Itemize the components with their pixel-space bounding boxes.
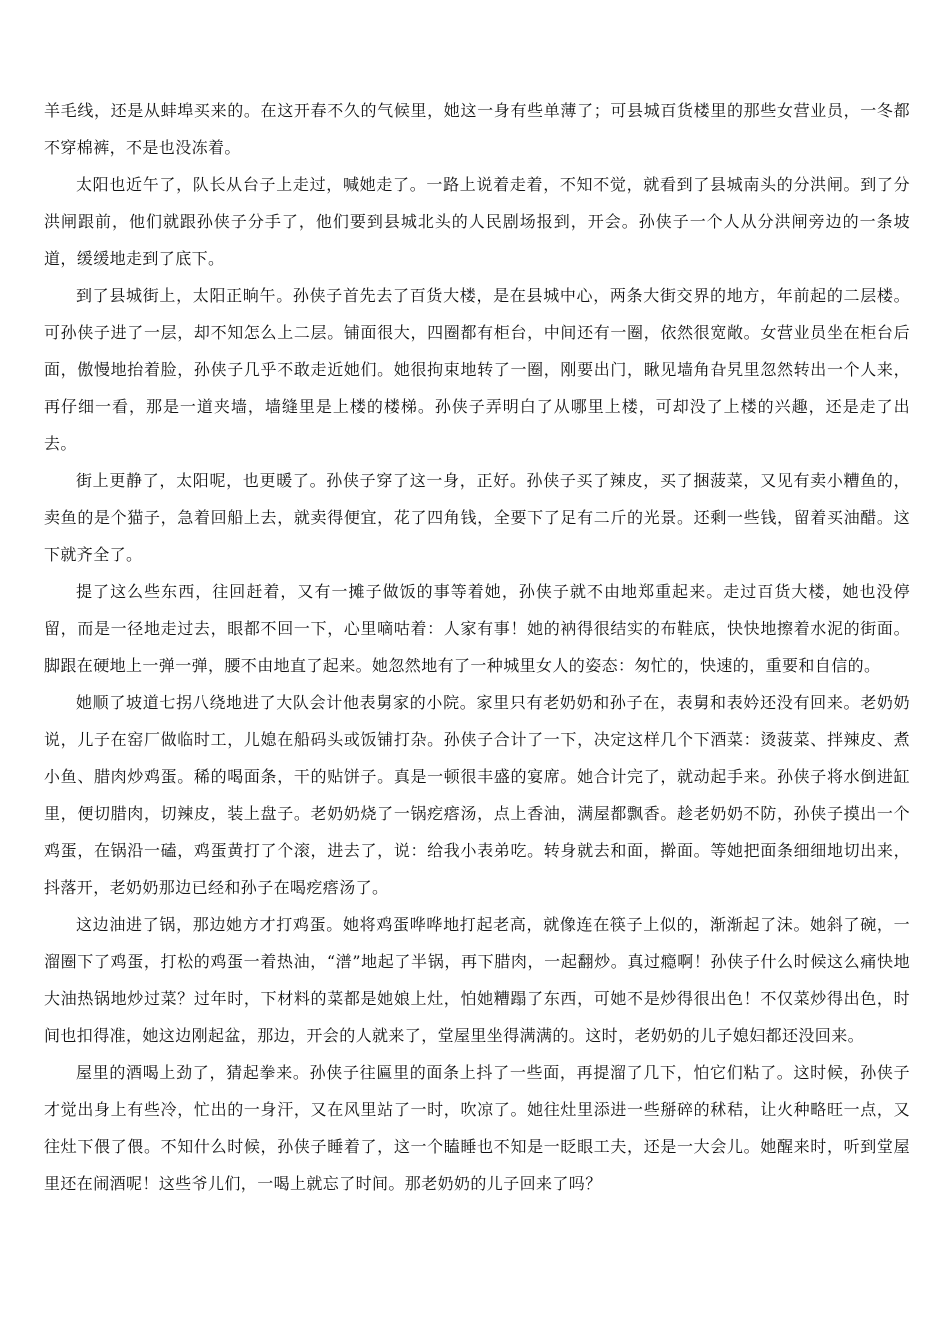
- document-body: [44, 92, 910, 1202]
- paragraph-5: 提了这么些东西，往回赶着，又有一摊子做饭的事等着她，孙侠子就不由地郑重起来。走过百货大楼，她也没停留，而是一径地走过去，眼都不回一下，心里嘀咕着：人家有事！她的衲得很结实的布鞋底，快快地擦着水泥的街面。脚跟在硬地上一弹一弹，腰不由地直了起来。她忽然地有了一种城里女人的姿态：匆忙的，快速的，重要和自信的。: [44, 582, 910, 675]
- paragraph-2: 太阳也近午了，队长从台子上走过，喊她走了。一路上说着走着，不知不觉，就看到了县城南头的分洪闸。到了分洪闸跟前，他们就跟孙侠子分手了，他们要到县城北头的人民剧场报到，开会。孙侠子一个人从分洪闸旁边的一条坡道，缓缓地走到了底下。: [44, 175, 910, 268]
- paragraph-1: 羊毛线，还是从蚌埠买来的。在这开春不久的气候里，她这一身有些单薄了；可县城百货楼里的那些女营业员，一冬都不穿棉裤，不是也没冻着。: [44, 101, 910, 157]
- paragraph-7: 这边油进了锅，那边她方才打鸡蛋。她将鸡蛋哗哗地打起老高，就像连在筷子上似的，渐渐起了沫。她斜了碗，一溜圈下了鸡蛋，打松的鸡蛋一着热油，“潽”地起了半锅，再下腊肉，一起翻炒。真过瘾啊！孙侠子什么时候这么痛快地大油热锅地炒过菜？过年时，下材料的菜都是她娘上灶，怕她糟蹋了东西，可她不是炒得很出色！不仅菜炒得出色，时间也扣得准，她这边刚起盆，那边，开会的人就来了，堂屋里坐得满满的。这时，老奶奶的儿子媳妇都还没回来。: [44, 915, 910, 1045]
- paragraph-4: 街上更静了，太阳呢，也更暖了。孙侠子穿了这一身，正好。孙侠子买了辣皮，买了捆菠菜，又见有卖小糟鱼的，卖鱼的是个猫子，急着回船上去，就卖得便宜，花了四角钱，全要下了足有二斤的光景。还剩一些钱，留着买油醋。这下就齐全了。: [44, 471, 910, 564]
- paragraph-3: 到了县城街上，太阳正晌午。孙侠子首先去了百货大楼，是在县城中心，两条大街交界的地方，年前起的二层楼。可孙侠子进了一层，却不知怎么上二层。铺面很大，四圈都有柜台，中间还有一圈，依然很宽敞。女营业员坐在柜台后面，傲慢地抬着脸，孙侠子几乎不敢走近她们。她很拘束地转了一圈，刚要出门，瞅见墙角旮旯里忽然转出一个人来，再仔细一看，那是一道夹墙，墙缝里是上楼的楼梯。孙侠子弄明白了从哪里上楼，可却没了上楼的兴趣，还是走了出去。: [44, 286, 910, 453]
- paragraph-6: 她顺了坡道七拐八绕地进了大队会计他表舅家的小院。家里只有老奶奶和孙子在，表舅和表妗还没有回来。老奶奶说，儿子在窑厂做临时工，儿媳在船码头或饭铺打杂。孙侠子合计了一下，决定这样几个下酒菜：烫菠菜、拌辣皮、煮小鱼、腊肉炒鸡蛋。稀的喝面条，干的贴饼子。真是一顿很丰盛的宴席。她合计完了，就动起手来。孙侠子将水倒进缸里，便切腊肉，切辣皮，装上盘子。老奶奶烧了一锅疙瘩汤，点上香油，满屋都飘香。趁老奶奶不防，孙侠子摸出一个鸡蛋，在锅沿一磕，鸡蛋黄打了个滚，进去了，说：给我小表弟吃。转身就去和面，擀面。等她把面条细细地切出来，抖落开，老奶奶那边已经和孙子在喝疙瘩汤了。: [44, 693, 910, 897]
- paragraph-8: 屋里的酒喝上劲了，猜起拳来。孙侠子往匾里的面条上抖了一些面，再提溜了几下，怕它们粘了。这时候，孙侠子才觉出身上有些冷，忙出的一身汗，又在风里站了一时，吹凉了。她往灶里添进一些掰碎的秫秸，让火种略旺一点，又往灶下偎了偎。不知什么时候，孙侠子睡着了，这一个瞌睡也不知是一眨眼工夫，还是一大会儿。她醒来时，听到堂屋里还在闹酒呢！这些爷儿们，一喝上就忘了时间。那老奶奶的儿子回来了吗？: [44, 1063, 910, 1193]
